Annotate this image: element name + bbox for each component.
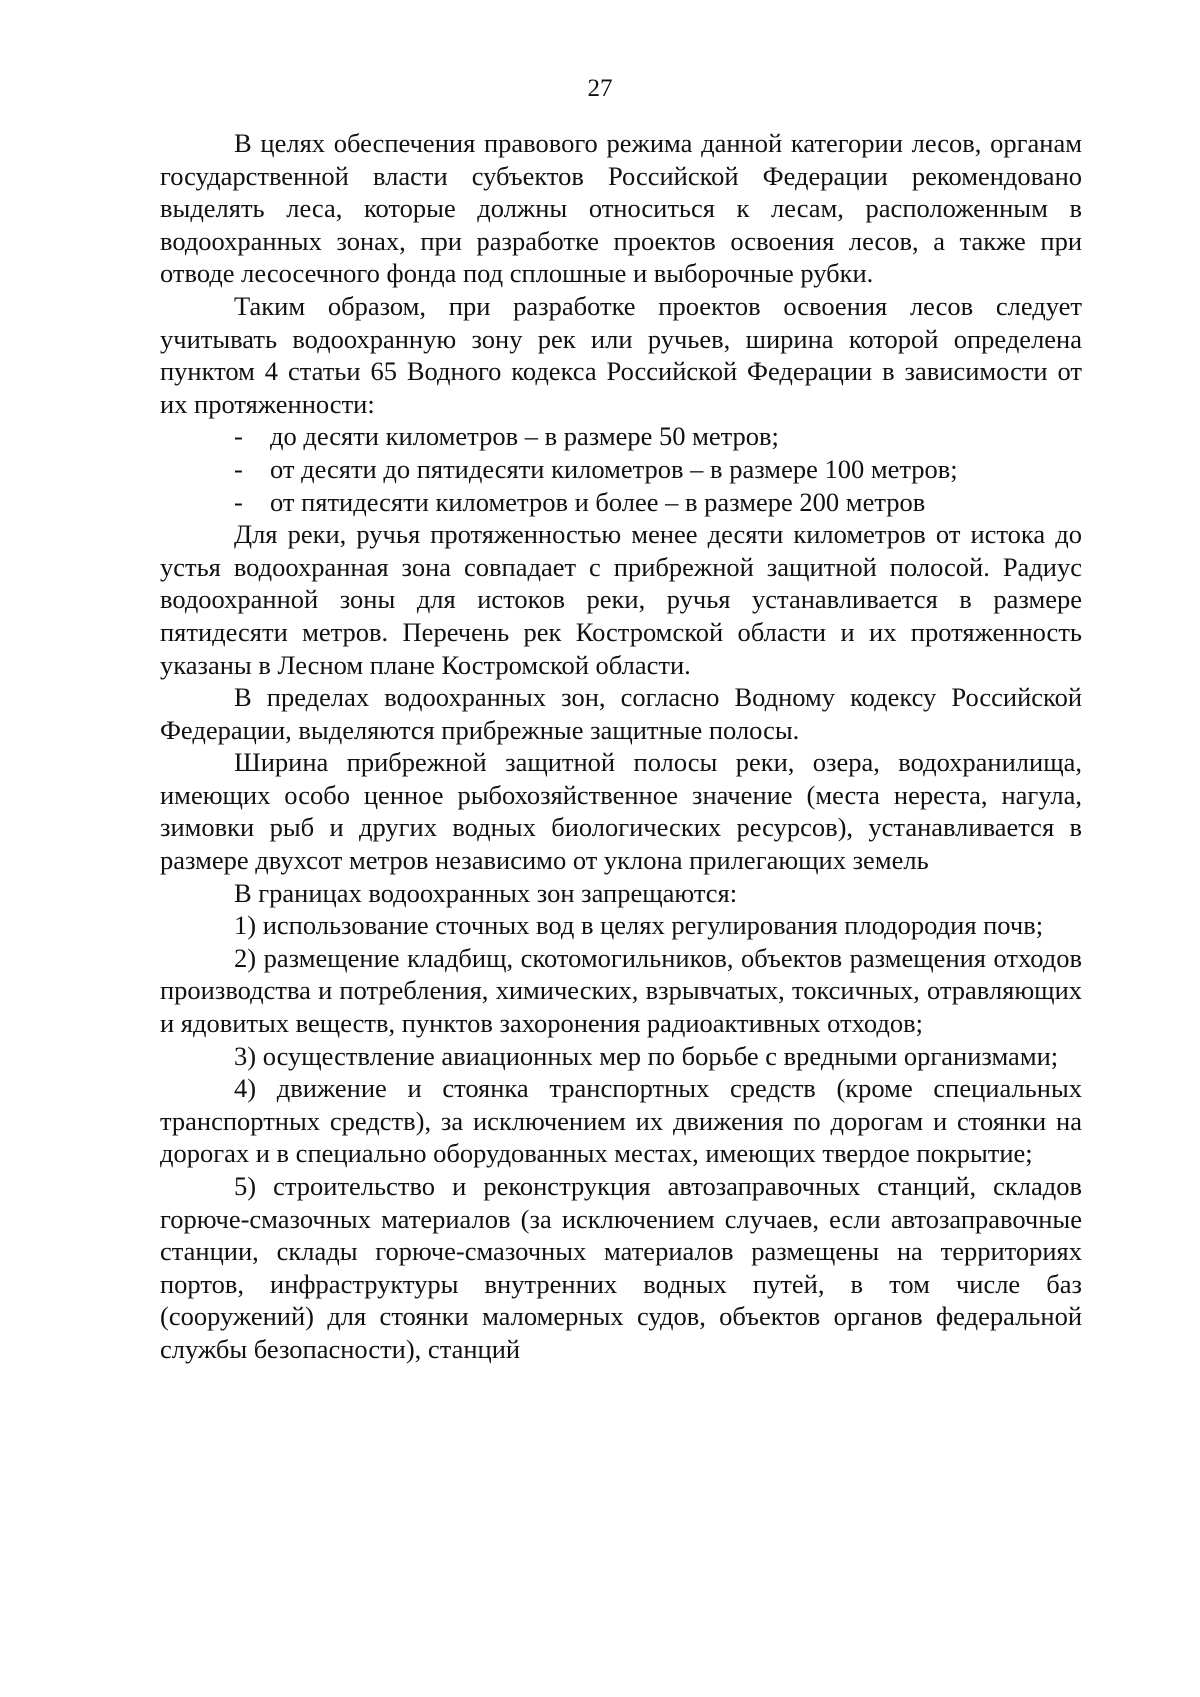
paragraph-prohibitions-heading: В границах водоохранных зон запрещаются: — [234, 877, 738, 908]
list-dash: - — [234, 453, 243, 484]
list-item-text: от десяти до пятидесяти километров – в размере 100 метров; — [270, 453, 958, 484]
paragraph-water-protection-zone-width: Таким образом, при разработке проектов освоения лесов следует учитывать водоохранную зону рек или ручьев, ширина которой определена пунктом 4 статьи 65 Водного кодекса Российской Федерации в зависимости от их протяженности: — [160, 290, 1082, 419]
paragraph-water-protection-forests: В целях обеспечения правового режима данной категории лесов, органам государственной власти субъектов Российской Федерации рекомендовано выделять леса, которые должны относиться к лесам, расположенным в водоохранных зонах, при разработке проектов освоения лесов, а также при отводе лесосечного фонда под сплошные и выборочные рубки. — [160, 128, 1082, 289]
list-item — [160, 486, 1082, 519]
prohibition-item-1: 1) использование сточных вод в целях регулирования плодородия почв; — [234, 910, 1044, 941]
prohibition-item-5: 5) строительство и реконструкция автозаправочных станций, складов горюче-смазочных материалов (за исключением случаев, если автозаправочные станции, склады горюче-смазочных материалов размещены на территориях портов, инфраструктуры внутренних водных путей, в том числе баз (сооружений) для стоянки маломерных судов, объектов органов федеральной службы безопасности), станций — [160, 1171, 1082, 1364]
paragraph-coastal-strip-width: Ширина прибрежной защитной полосы реки, озера, водохранилища, имеющих особо ценное рыбохозяйственное значение (места нереста, нагула, зимовки рыб и других водных биологических ресурсов), устанавливается в размере двухсот метров независимо от уклона прилегающих земель — [160, 747, 1082, 876]
list-item — [160, 420, 1082, 453]
document-body — [160, 127, 1082, 1366]
list-dash: - — [234, 421, 243, 452]
list-item — [160, 453, 1082, 486]
list-item-text: до десяти километров – в размере 50 метров; — [270, 421, 779, 452]
paragraph-coastal-strips: В пределах водоохранных зон, согласно Водному кодексу Российской Федерации, выделяются прибрежные защитные полосы. — [160, 682, 1082, 745]
list-dash: - — [234, 486, 243, 517]
zone-width-list — [160, 420, 1082, 518]
paragraph-short-rivers: Для реки, ручья протяженностью менее десяти километров от истока до устья водоохранная зона совпадает с прибрежной защитной полосой. Радиус водоохранной зоны для истоков реки, ручья устанавливается в размере пятидесяти метров. Перечень рек Костромской области и их протяженность указаны в Лесном плане Костромской области. — [160, 519, 1082, 680]
prohibition-item-2: 2) размещение кладбищ, скотомогильников, объектов размещения отходов производства и потребления, химических, взрывчатых, токсичных, отравляющих и ядовитых веществ, пунктов захоронения радиоактивных отходов; — [160, 942, 1082, 1039]
page-number: 27 — [587, 75, 613, 102]
prohibition-item-4: 4) движение и стоянка транспортных средств (кроме специальных транспортных средств), за исключением их движения по дорогам и стоянки на дорогах и в специально оборудованных местах, имеющих твердое покрытие; — [160, 1073, 1082, 1169]
prohibition-item-3: 3) осуществление авиационных мер по борьбе с вредными организмами; — [234, 1040, 1059, 1071]
list-item-text: от пятидесяти километров и более – в размере 200 метров — [270, 486, 926, 517]
